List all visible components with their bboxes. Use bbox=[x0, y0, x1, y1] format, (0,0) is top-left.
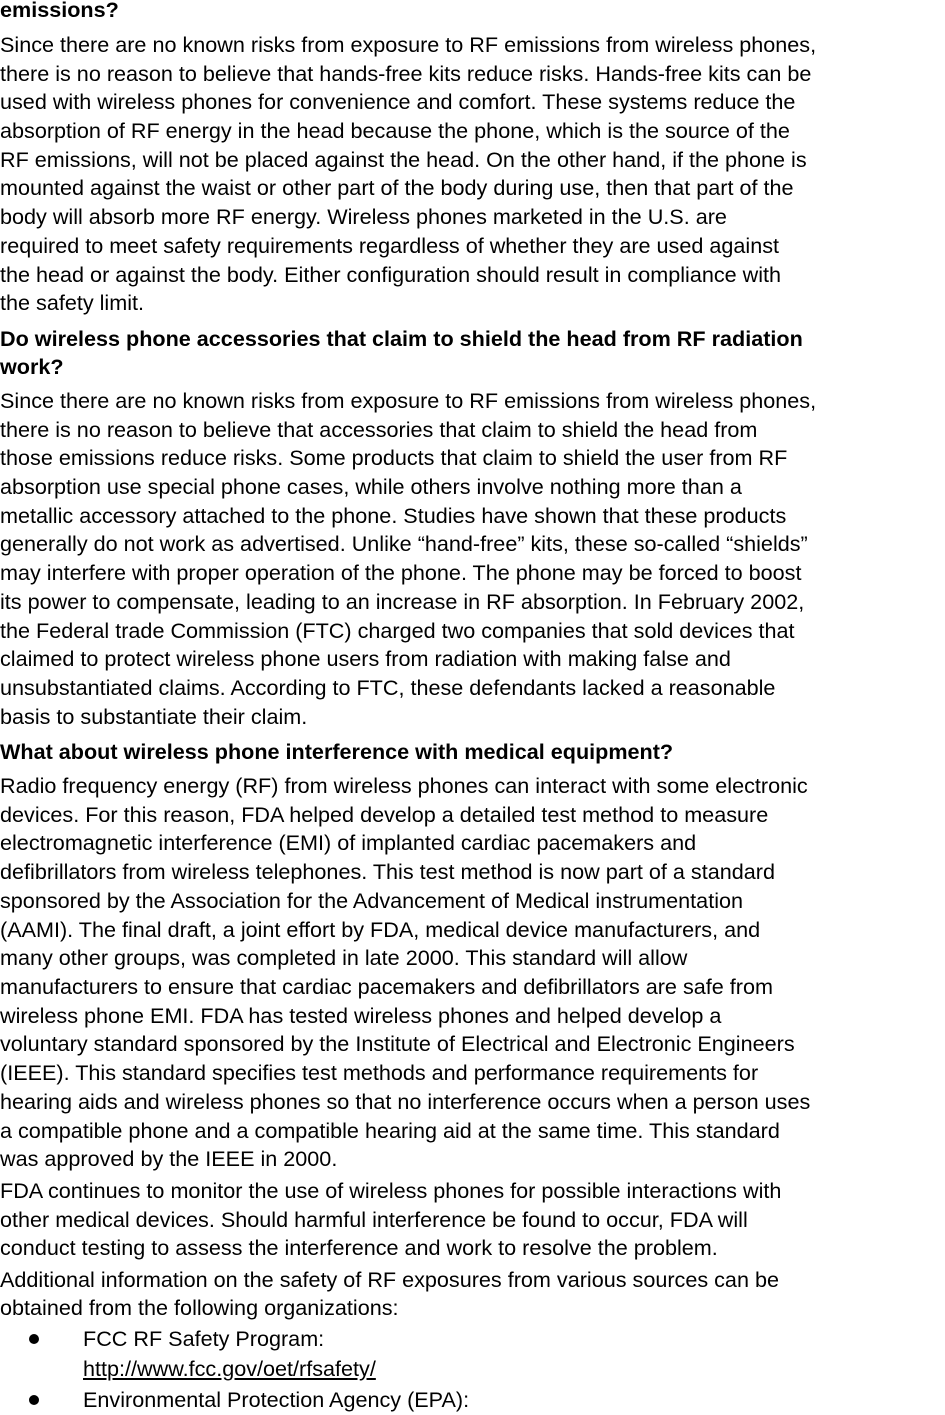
body-text: absorption use special phone cases, while others involve nothing more than a bbox=[0, 474, 742, 499]
body-text: may interfere with proper operation of the phone. The phone may be forced to boost bbox=[0, 560, 802, 585]
body-text: conduct testing to assess the interference and work to resolve the problem. bbox=[0, 1235, 718, 1260]
body-text: required to meet safety requirements regardless of whether they are used against bbox=[0, 233, 779, 258]
body-text: a compatible phone and a compatible hearing aid at the same time. This standard bbox=[0, 1118, 780, 1143]
section-heading: work? bbox=[0, 354, 64, 379]
body-text: Additional information on the safety of RF exposures from various sources can be bbox=[0, 1267, 779, 1292]
body-text: the safety limit. bbox=[0, 290, 145, 315]
body-text: was approved by the IEEE in 2000. bbox=[0, 1146, 338, 1171]
section-heading: What about wireless phone interference with medical equipment? bbox=[0, 739, 674, 764]
body-text: manufacturers to ensure that cardiac pacemakers and defibrillators are safe from bbox=[0, 974, 773, 999]
bullet-icon bbox=[29, 1334, 39, 1344]
heading-continued: emissions? bbox=[0, 0, 119, 22]
body-text: Since there are no known risks from exposure to RF emissions from wireless phones, bbox=[0, 32, 817, 57]
body-text: (IEEE). This standard specifies test methods and performance requirements for bbox=[0, 1060, 759, 1085]
body-text: claimed to protect wireless phone users from radiation with making false and bbox=[0, 646, 731, 671]
body-text: (AAMI). The final draft, a joint effort by FDA, medical device manufacturers, and bbox=[0, 917, 761, 942]
body-text: absorption of RF energy in the head because the phone, which is the source of the bbox=[0, 118, 790, 143]
body-text: FDA continues to monitor the use of wireless phones for possible interactions with bbox=[0, 1178, 782, 1203]
body-text: defibrillators from wireless telephones. This test method is now part of a standard bbox=[0, 859, 775, 884]
body-text: the head or against the body. Either configuration should result in compliance with bbox=[0, 262, 782, 287]
section-heading: Do wireless phone accessories that claim to shield the head from RF radiation bbox=[0, 326, 803, 351]
body-text: mounted against the waist or other part of the body during use, then that part of the bbox=[0, 175, 794, 200]
body-text: there is no reason to believe that accessories that claim to shield the head from bbox=[0, 417, 758, 442]
body-text: basis to substantiate their claim. bbox=[0, 704, 308, 729]
body-text: hearing aids and wireless phones so that no interference occurs when a person uses bbox=[0, 1089, 811, 1114]
body-text: obtained from the following organizations: bbox=[0, 1295, 399, 1320]
list-item-label: Environmental Protection Agency (EPA): bbox=[83, 1387, 470, 1412]
list-item-label: FCC RF Safety Program: bbox=[83, 1326, 325, 1351]
body-text: other medical devices. Should harmful interference be found to occur, FDA will bbox=[0, 1207, 748, 1232]
body-text: electromagnetic interference (EMI) of implanted cardiac pacemakers and bbox=[0, 830, 697, 855]
body-text: RF emissions, will not be placed against the head. On the other hand, if the phone is bbox=[0, 147, 807, 172]
list-item-link[interactable] bbox=[83, 1355, 376, 1384]
body-text: voluntary standard sponsored by the Institute of Electrical and Electronic Engineers bbox=[0, 1031, 795, 1056]
body-text: sponsored by the Association for the Advancement of Medical instrumentation bbox=[0, 888, 744, 913]
body-text: Radio frequency energy (RF) from wireless phones can interact with some electronic bbox=[0, 773, 808, 798]
bullet-icon bbox=[29, 1395, 39, 1405]
body-text: devices. For this reason, FDA helped develop a detailed test method to measure bbox=[0, 802, 769, 827]
body-text: wireless phone EMI. FDA has tested wireless phones and helped develop a bbox=[0, 1003, 722, 1028]
fcc-rfsafety-link[interactable]: http://www.fcc.gov/oet/rfsafety/ bbox=[83, 1356, 376, 1381]
body-text: its power to compensate, leading to an increase in RF absorption. In February 2002, bbox=[0, 589, 805, 614]
body-text: there is no reason to believe that hands-free kits reduce risks. Hands-free kits can be bbox=[0, 61, 812, 86]
body-text: the Federal trade Commission (FTC) charged two companies that sold devices that bbox=[0, 618, 795, 643]
body-text: Since there are no known risks from exposure to RF emissions from wireless phones, bbox=[0, 388, 817, 413]
body-text: metallic accessory attached to the phone. Studies have shown that these products bbox=[0, 503, 787, 528]
body-text: many other groups, was completed in late 2000. This standard will allow bbox=[0, 945, 688, 970]
body-text: body will absorb more RF energy. Wireless phones marketed in the U.S. are bbox=[0, 204, 727, 229]
body-text: generally do not work as advertised. Unlike “hand-free” kits, these so-called “shields” bbox=[0, 531, 808, 556]
body-text: those emissions reduce risks. Some products that claim to shield the user from RF bbox=[0, 445, 788, 470]
body-text: used with wireless phones for convenience and comfort. These systems reduce the bbox=[0, 89, 796, 114]
body-text: unsubstantiated claims. According to FTC, these defendants lacked a reasonable bbox=[0, 675, 776, 700]
